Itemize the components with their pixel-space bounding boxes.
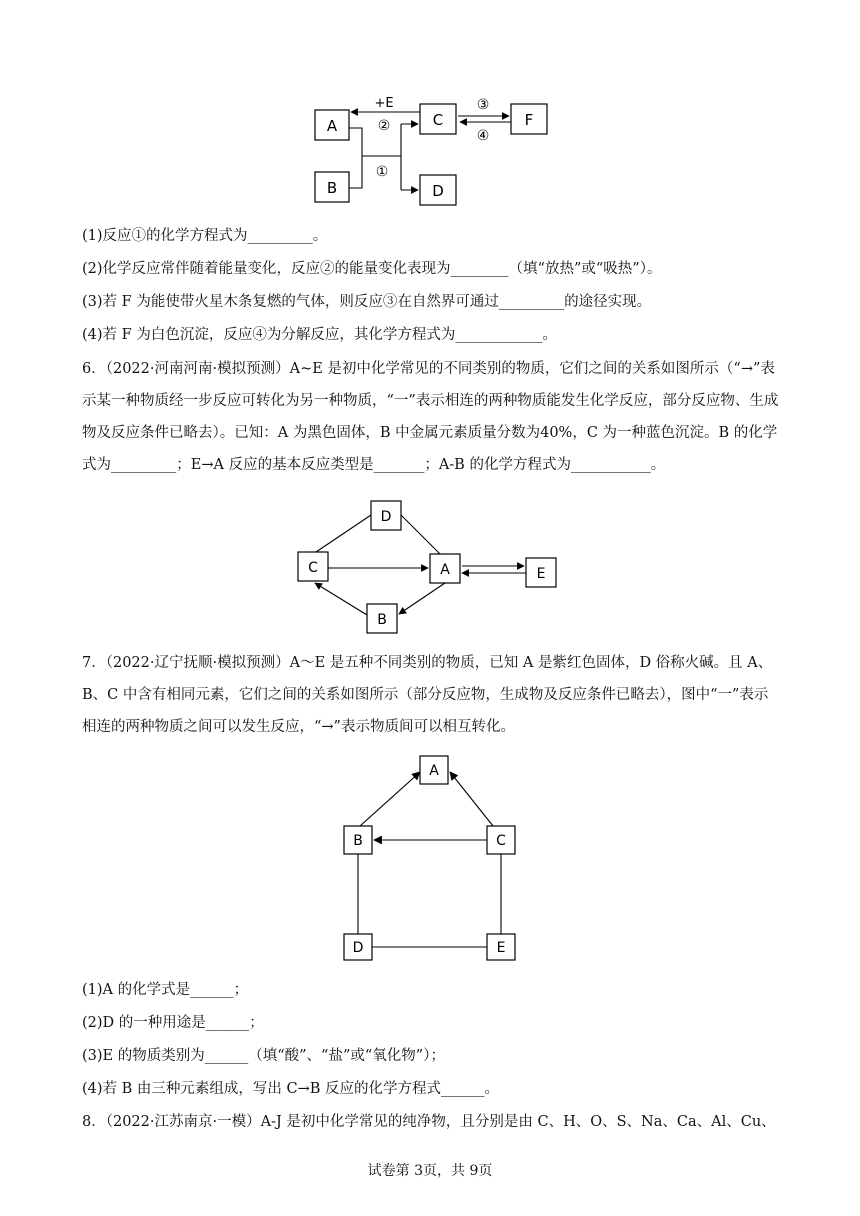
q6-text: 6．（2022·河南河南·模拟预测）A~E 是初中化学常见的不同类别的物质，它们之间的关系如图所示（“→”表示某一种物质经一步反应可转化为另一种物质，“一”表示相连的两种物质能发生化学反应，部分反应物、生成物及反应条件已略去）。已知：A 为黑色固体，B 中金属元素质量分数为40%，C 为一种蓝色沉淀。B 的化学式为_________；E→A 反应的基本反应类型是_______；A-B 的化学方程式为___________。	[82, 361, 779, 473]
node-c: C	[432, 111, 444, 129]
label-reaction-4: ④	[476, 128, 490, 144]
node-d: D	[432, 182, 444, 200]
page-footer: 试卷第 3页，共 9页	[367, 1163, 493, 1179]
q5-item-1: (1)反应①的化学方程式为_________。	[82, 228, 328, 244]
label-reaction-2: ②	[377, 118, 391, 134]
node-b: B	[326, 179, 338, 197]
reaction-diagram-1	[300, 90, 560, 210]
node-c2: C	[308, 560, 318, 576]
node-f: F	[524, 111, 534, 129]
q5-item-2: (2)化学反应常伴随着能量变化，反应②的能量变化表现为________（填“放热”或“吸热”）。	[82, 261, 662, 277]
node-d2: D	[380, 509, 392, 525]
node-a2: A	[440, 562, 450, 578]
node-b3: B	[353, 833, 363, 849]
node-d3: D	[352, 940, 364, 956]
label-reaction-1: ①	[375, 164, 389, 180]
label-plus-e: +E	[374, 96, 394, 111]
node-e3: E	[496, 940, 506, 956]
q7-item-3: (3)E 的物质类别为______（填“酸”、“盐”或“氧化物”）；	[82, 1048, 445, 1064]
q7-item-4: (4)若 B 由三种元素组成，写出 C→B 反应的化学方程式______。	[82, 1081, 500, 1097]
q7-text: 7．（2022·辽宁抚顺·模拟预测）A～E 是五种不同类别的物质，已知 A 是紫红色固体，D 俗称火碱。且 A、B、C 中含有相同元素，它们之间的关系如图所示（部分反应物，生成物及反应条件已略去），图中“一”表示相连的两种物质之间可以发生反应，“→”表示物质间可以相互转化。	[82, 655, 773, 735]
node-a3: A	[429, 763, 439, 779]
reaction-diagram-3	[330, 752, 530, 964]
q7-item-2: (2)D 的一种用途是______；	[82, 1015, 264, 1031]
q5-item-3: (3)若 F 为能使带火星木条复燃的气体，则反应③在自然界可通过_________的途径实现。	[82, 294, 652, 310]
node-a: A	[326, 117, 338, 135]
q8-text: 8．（2022·江苏南京·一模）A-J 是初中化学常见的纯净物，且分别是由 C、H、O、S、Na、Ca、Al、Cu、	[82, 1114, 776, 1130]
node-c3: C	[496, 833, 506, 849]
reaction-diagram-2	[290, 495, 570, 640]
node-e2: E	[536, 566, 546, 582]
node-b2: B	[377, 612, 387, 628]
label-reaction-3: ③	[476, 97, 490, 113]
q5-item-4: (4)若 F 为白色沉淀，反应④为分解反应，其化学方程式为____________。	[82, 327, 557, 343]
q7-item-1: (1)A 的化学式是______；	[82, 982, 249, 998]
